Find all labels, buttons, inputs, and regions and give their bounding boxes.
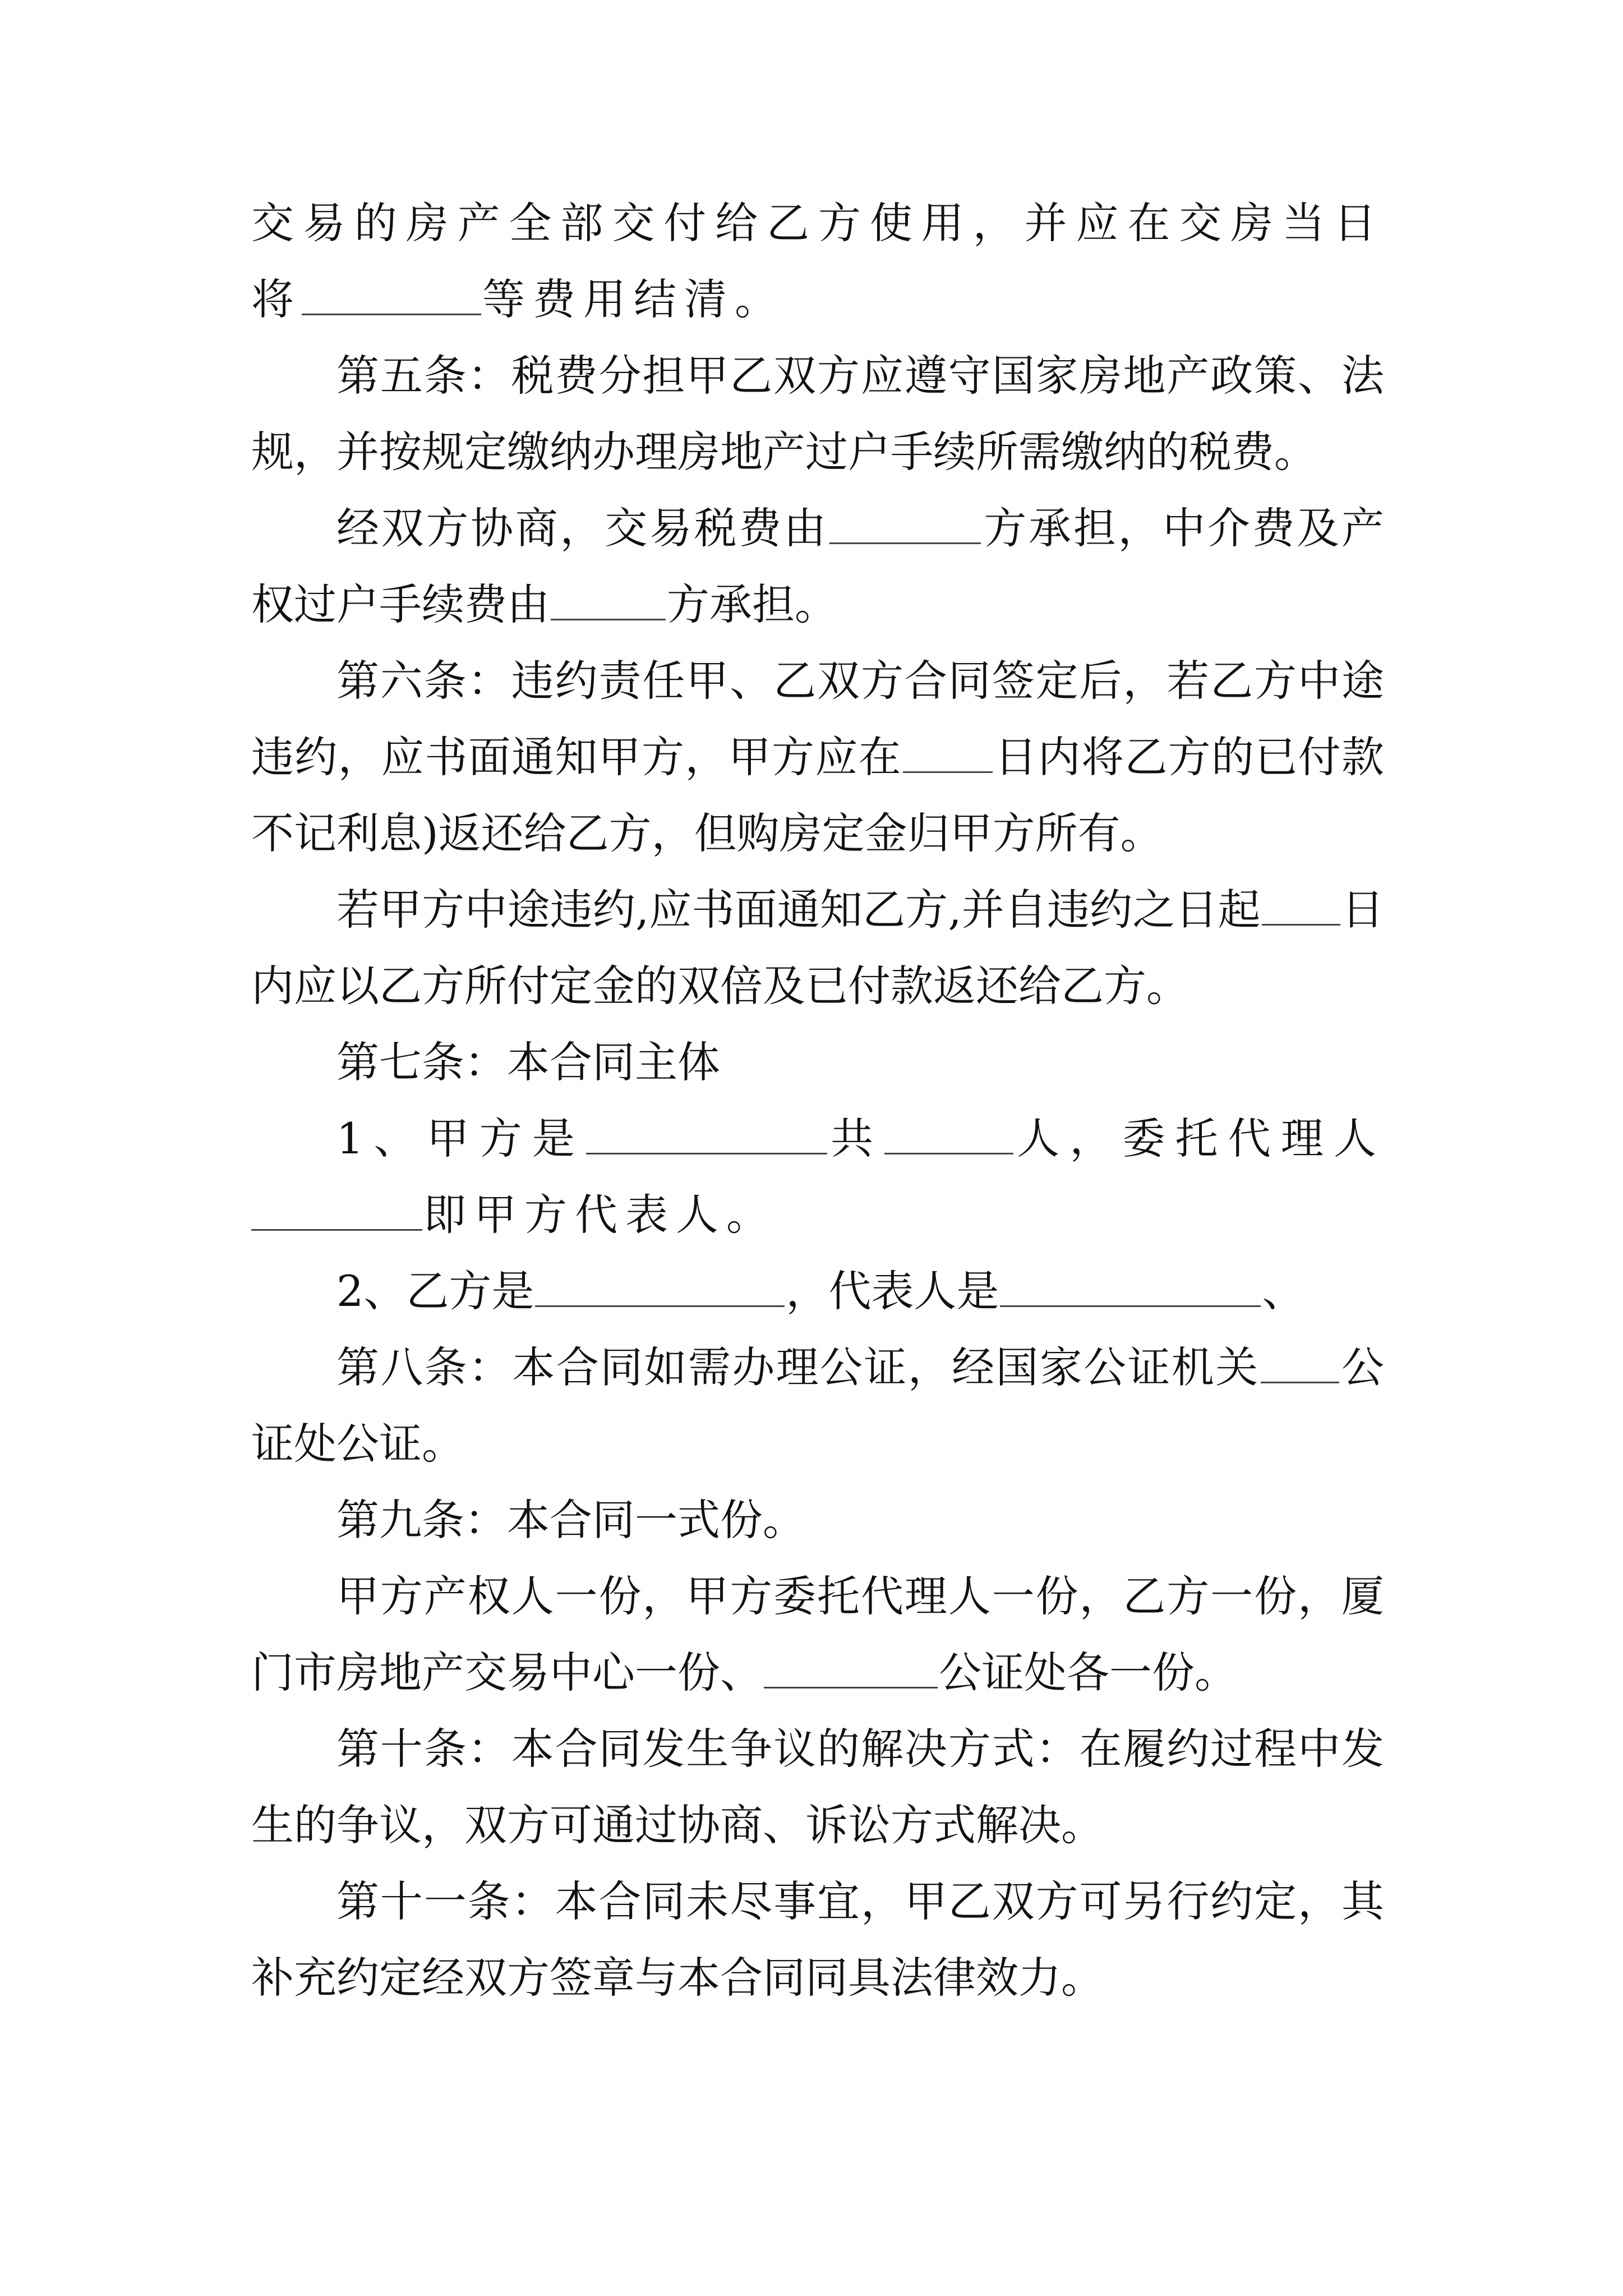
paragraph-text: 方承担。: [667, 579, 837, 629]
paragraph-text: 公证处各一份。: [939, 1648, 1237, 1697]
paragraph-text: 若甲方中途违约,应书面通知乙方,并自违约之日起: [336, 885, 1261, 935]
paragraph-tax-negotiation: [251, 490, 1384, 643]
document-page: [251, 185, 1384, 2016]
paragraph-text: 方承担，中介费及产权过户手续费由: [251, 503, 1385, 629]
paragraph-text: 公证处公证。: [251, 1342, 1385, 1469]
paragraph-text: 日内将乙方的已付款不记利息)返还给乙方，但购房定金归甲方所有。: [251, 732, 1384, 858]
paragraph-party-a-breach: [251, 872, 1384, 1024]
blank-line: [1261, 1342, 1339, 1383]
paragraph-text: 2、乙方是: [336, 1266, 534, 1316]
paragraph-text: 第五条：税费分担甲乙双方应遵守国家房地产政策、法规，并按规定缴纳办理房地产过户手续所需缴纳的税费。: [251, 351, 1384, 477]
blank-line: [884, 1114, 1013, 1154]
article-10-disputes: [251, 1711, 1384, 1864]
paragraph-text: 第六条：违约责任甲、乙双方合同签定后，若乙方中途违约，应书面通知甲方，甲方应在: [251, 656, 1384, 782]
paragraph-text: 第九条：本合同一式份。: [336, 1495, 805, 1545]
paragraph-text: 甲方产权人一份，甲方委托代理人一份，乙方一份，厦门市房地产交易中心一份、: [251, 1571, 1384, 1697]
paragraph-text: 交易的房产全部交付给乙方使用，并应在交房当日将: [251, 198, 1384, 324]
article-5-tax: [251, 338, 1384, 490]
paragraph-text: 第十一条：本合同未尽事宜，甲乙双方可另行约定，其补充约定经双方签章与本合同同具法律效力。: [251, 1876, 1384, 2003]
paragraph-text: 第八条：本合同如需办理公证，经国家公证机关: [336, 1342, 1260, 1392]
paragraph-copy-distribution: [251, 1558, 1384, 1711]
article-8-notary: [251, 1329, 1384, 1482]
article-6-breach: [251, 643, 1384, 872]
paragraph-text: 第十条：本合同发生争议的解决方式：在履约过程中发生的争议，双方可通过协商、诉讼方式解决。: [251, 1724, 1384, 1850]
article-7-parties: [251, 1024, 1384, 1101]
article-11-misc: [251, 1864, 1384, 2016]
blank-line: [535, 1266, 785, 1307]
blank-line: [251, 1190, 422, 1231]
blank-line: [903, 732, 993, 773]
paragraph-text: ，代表人是: [786, 1266, 999, 1316]
paragraph-handover: [251, 185, 1384, 338]
paragraph-text: 等费用结清。: [482, 274, 785, 324]
blank-line: [1000, 1266, 1261, 1307]
article-9-copies: [251, 1482, 1384, 1558]
blank-line: [586, 1114, 827, 1154]
blank-line: [1262, 885, 1340, 926]
blank-line: [764, 1648, 938, 1688]
blank-line: [551, 579, 666, 620]
paragraph-text: 第七条：本合同主体: [336, 1037, 720, 1087]
blank-line: [302, 274, 481, 315]
paragraph-party-a: [251, 1101, 1384, 1253]
paragraph-text: 、: [1262, 1266, 1305, 1316]
paragraph-text: 经双方协商，交易税费由: [336, 503, 828, 553]
paragraph-party-b: [251, 1253, 1384, 1329]
paragraph-text: 人，委托代理人: [1015, 1114, 1385, 1163]
paragraph-text: 共: [828, 1114, 884, 1163]
paragraph-text: 1、甲方是: [336, 1114, 585, 1163]
blank-line: [829, 503, 981, 544]
paragraph-text: 日内应以乙方所付定金的双倍及已付款返还给乙方。: [251, 885, 1384, 1011]
paragraph-text: 即甲方代表人。: [423, 1190, 777, 1240]
